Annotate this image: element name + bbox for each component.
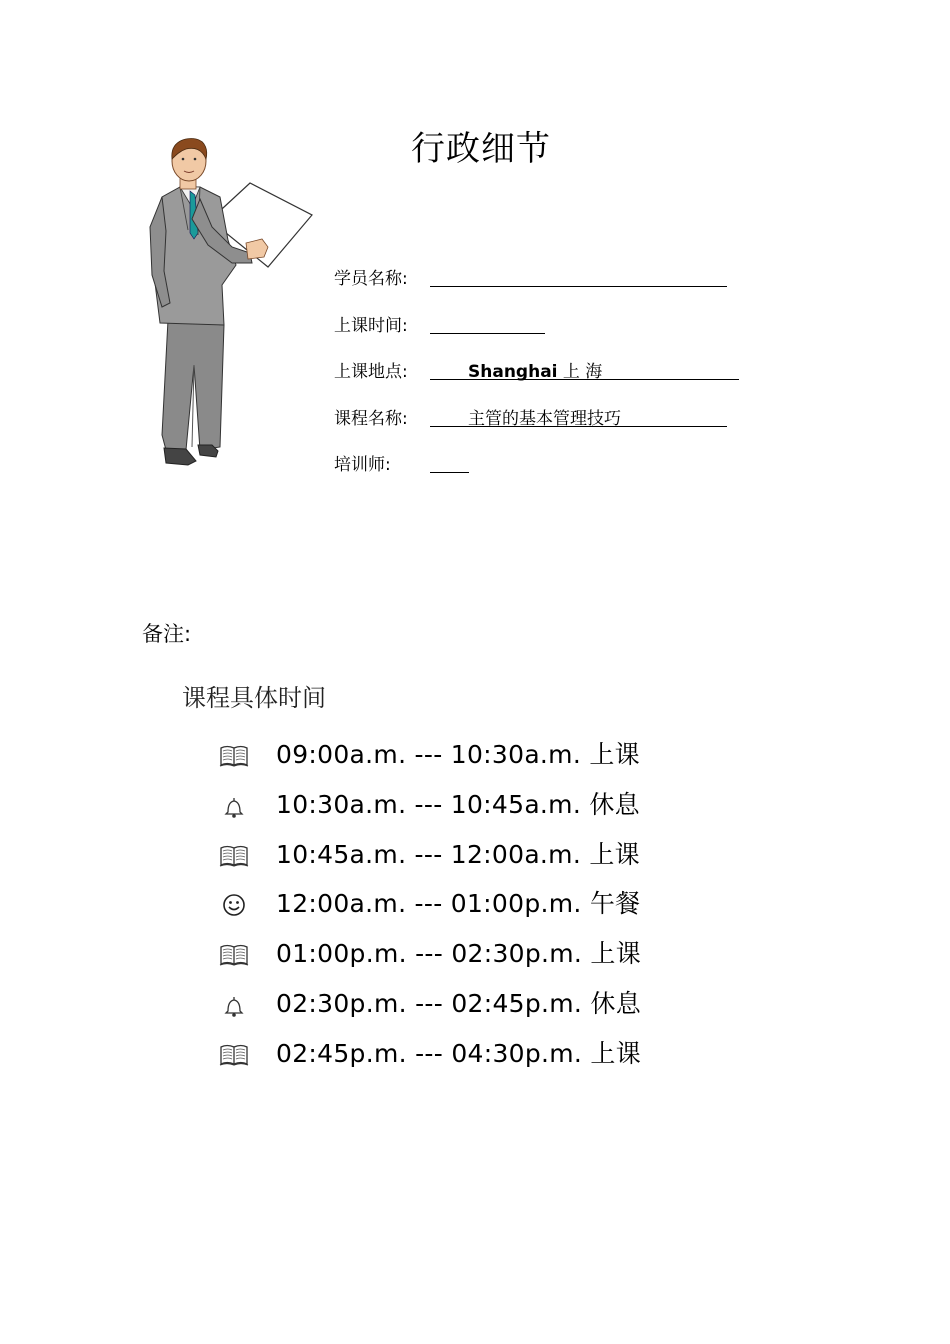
student-name-field[interactable] — [430, 262, 727, 287]
schedule-item-text: 01:00p.m. --- 02:30p.m. 上课 — [276, 939, 642, 969]
book-icon — [218, 939, 250, 971]
admin-details-form — [334, 262, 774, 495]
schedule-item-text: 10:30a.m. --- 10:45a.m. 休息 — [276, 789, 640, 819]
location-value-cn: 上 海 — [562, 362, 603, 382]
schedule-item-text: 12:00a.m. --- 01:00p.m. 午餐 — [276, 889, 641, 919]
location-value-en: Shanghai — [468, 362, 558, 382]
course-name-row — [334, 402, 774, 449]
class-time-label: 上课时间: — [334, 315, 408, 336]
book-icon — [218, 740, 250, 772]
location-field[interactable] — [430, 355, 739, 380]
trainer-label: 培训师: — [334, 455, 391, 475]
location-label: 上课地点: — [334, 362, 408, 382]
bell-icon — [218, 790, 250, 822]
book-icon — [218, 1039, 250, 1071]
schedule-item-text: 02:45p.m. --- 04:30p.m. 上课 — [276, 1038, 642, 1068]
schedule-item-text: 09:00a.m. --- 10:30a.m. 上课 — [276, 740, 640, 769]
course-name-value: 主管的基本管理技巧 — [468, 408, 621, 429]
course-name-label: 课程名称: — [334, 408, 408, 429]
location-value — [468, 357, 602, 382]
class-time-field[interactable] — [430, 309, 545, 334]
location-row — [334, 355, 774, 402]
book-icon — [218, 840, 250, 872]
smiley-icon — [218, 889, 250, 921]
class-time-row — [334, 309, 774, 356]
remarks-label: 备注: — [142, 622, 192, 646]
page-title: 行政细节 — [411, 129, 551, 169]
schedule-heading: 课程具体时间 — [182, 684, 326, 712]
businessman-illustration — [140, 135, 320, 475]
schedule-item-text: 10:45a.m. --- 12:00a.m. 上课 — [276, 839, 640, 869]
trainer-row — [334, 448, 774, 495]
trainer-field[interactable] — [430, 448, 469, 473]
schedule-item-text: 02:30p.m. --- 02:45p.m. 休息 — [276, 988, 642, 1018]
course-name-field[interactable] — [430, 402, 727, 427]
bell-icon — [218, 989, 250, 1021]
student-name-row — [334, 262, 774, 309]
student-name-label: 学员名称: — [334, 269, 408, 289]
